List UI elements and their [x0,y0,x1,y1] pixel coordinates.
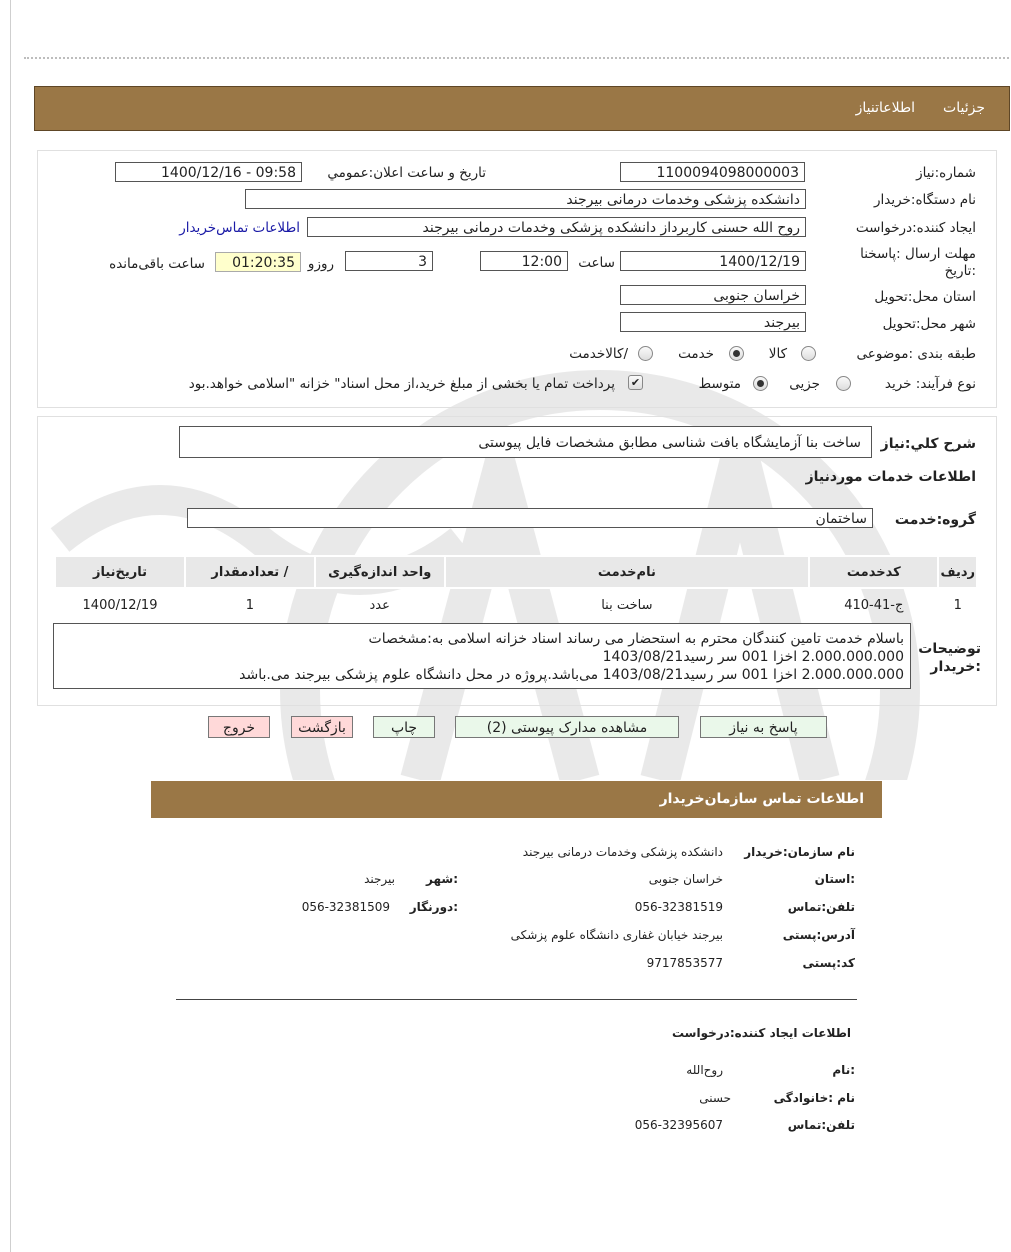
category-label: طبقه بندی :موضوعی [856,346,976,362]
process-radio-minor[interactable] [836,376,851,391]
reply-button[interactable]: پاسخ به نیاز [700,716,827,738]
col-qty: / تعدادمقدار [185,556,315,588]
creator-info-title: اطلاعات ایجاد کننده:درخواست [671,1026,851,1040]
buyer-org-label: نام دستگاه:خریدار [873,192,976,208]
left-border-line [10,0,11,1252]
payment-checkbox[interactable]: ✔ [628,375,643,390]
contact-province-value: خراسان جنوبی [648,872,723,886]
announce-date-field: 1400/12/16 - 09:58 [115,162,302,182]
cell-date: 1400/12/19 [55,588,185,621]
category-radio-service[interactable] [729,346,744,361]
category-radio-goods-service[interactable] [638,346,653,361]
creator-field: روح الله حسنی کاربرداز دانشکده پزشکی وخدمات درمانی بیرجند [307,217,806,237]
deadline-time-field: 12:00 [480,251,568,271]
contact-province-label: :استان [814,872,855,886]
notes-line-2: 2.000.000.000 اخزا 001 سر رسید1403/08/21 [602,649,904,665]
contact-phone-label: تلفن:تماس [787,900,855,914]
category-option-goods: کالا [768,346,787,362]
creator-name-value: روح‌الله [686,1063,723,1077]
deadline-time-label: ساعت [578,255,615,271]
province-field: خراسان جنوبی [620,285,806,305]
process-option-minor: جزیی [789,376,820,392]
need-number-field: 1100094098000003 [620,162,805,182]
exit-button[interactable]: خروج [208,716,270,738]
buyer-notes-box [53,623,911,689]
contact-title: اطلاعات تماس سازمان‌خریدار [659,791,864,807]
category-radio-goods[interactable] [801,346,816,361]
summary-label: شرح کلي:نياز [880,436,976,452]
process-option-medium: متوسط [698,376,741,392]
col-unit: واحد اندازه‌گیری [315,556,445,588]
category-option-goods-service: /کالاخدمت [569,346,628,362]
deadline-label: مهلت ارسال :پاسخنا :تاریخ [860,246,976,279]
contact-phone-value: 056-32381519 [634,900,723,914]
notes-line-3: 2.000.000.000 اخزا 001 سر رسید1403/08/21 می‌باشد.پروژه در محل دانشگاه علوم پزشکی بیرجند می.باشد [239,667,904,683]
announce-date-label: تاریخ و ساعت اعلان:عمومي [327,165,486,181]
city-field: بیرجند [620,312,806,332]
org-name-label: نام سازمان:خریدار [744,845,855,859]
dotted-separator [24,57,1009,59]
contact-divider [176,999,857,1000]
category-option-service: خدمت [678,346,714,362]
creator-name-label: :نام [832,1063,855,1077]
org-name-value: دانشکده پزشکی وخدمات درمانی بیرجند [522,845,723,859]
contact-header-bar [151,781,882,818]
need-number-label: شماره:نیاز [916,165,976,181]
buyer-contact-link[interactable]: اطلاعات تماس‌خریدار [179,220,300,236]
remaining-time-field: 01:20:35 [215,252,301,272]
tab-details[interactable]: جزئیات [943,100,985,116]
cell-row: 1 [938,588,977,621]
services-info-title: اطلاعات خدمات موردنیاز [805,469,976,485]
service-group-label: گروه:خدمت [894,512,976,528]
services-table [54,555,978,621]
creator-phone-value: 056-32395607 [634,1118,723,1132]
remaining-time-label: ساعت باقی‌مانده [109,256,205,272]
contact-postal-value: 9717853577 [646,956,723,970]
col-code: کدخدمت [809,556,938,588]
tab-need-info[interactable]: اطلاعاتنیاز [855,100,915,116]
summary-field: ساخت بنا آزمایشگاه بافت شناسی مطابق مشخصات فایل پیوستی [179,426,872,458]
contact-address-label: آدرس:پستی [782,928,855,942]
service-group-field: ساختمان [187,508,873,528]
creator-label: ایجاد کننده:درخواست [855,220,976,236]
col-date: تاریخ‌نیاز [55,556,185,588]
cell-unit: عدد [315,588,445,621]
contact-postal-label: کد:پستی [802,956,855,970]
creator-family-value: حسنی [699,1091,731,1105]
col-row: ردیف [938,556,977,588]
cell-name: ساخت بنا [445,588,809,621]
details-header-bar [34,86,1010,131]
days-label: روزو [307,256,334,272]
contact-address-value: بیرجند خیابان غفاری دانشگاه علوم پزشکی [510,928,723,942]
contact-fax-value: 056-32381509 [301,900,390,914]
creator-family-label: نام :خانوادگی [773,1091,855,1105]
print-button[interactable]: چاپ [373,716,435,738]
buyer-org-field: دانشکده پزشکی وخدمات درمانی بیرجند [245,189,806,209]
deadline-date-field: 1400/12/19 [620,251,806,271]
cell-qty: 1 [185,588,315,621]
table-row [55,588,977,621]
city-label: شهر محل:تحویل [882,316,976,332]
contact-fax-label: :دورنگار [409,900,458,914]
contact-city-value: بیرجند [364,872,395,886]
days-field: 3 [345,251,433,271]
attachments-button[interactable]: مشاهده مدارک پیوستی (2) [455,716,679,738]
notes-line-1: باسلام خدمت تامین کنندگان محترم به استحضار می رساند اسناد خزانه اسلامی به:مشخصات [368,631,904,647]
back-button[interactable]: بازگشت [291,716,353,738]
process-type-label: نوع فرآیند: خرید [884,376,976,392]
province-label: استان محل:تحویل [874,289,976,305]
col-name: نام‌خدمت [445,556,809,588]
creator-phone-label: تلفن:تماس [787,1118,855,1132]
payment-note: پرداخت تمام یا بخشی از مبلغ خرید،از محل اسناد" خزانه "اسلامی خواهد.بود [188,376,615,392]
cell-code: ج-41-410 [809,588,938,621]
contact-city-label: :شهر [426,872,458,886]
process-radio-medium[interactable] [753,376,768,391]
buyer-notes-label: توضیحات :خریدار [918,641,981,675]
